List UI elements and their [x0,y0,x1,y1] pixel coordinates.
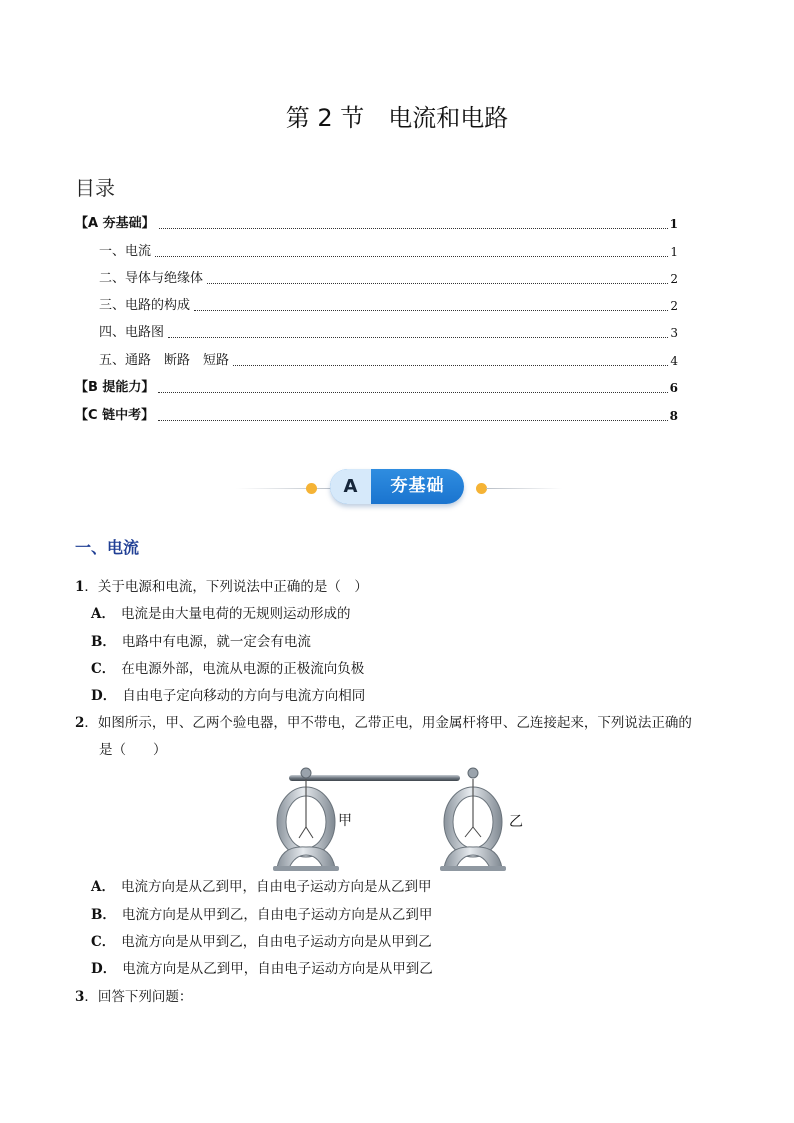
option-letter: C． [91,661,116,677]
banner-letter: A [330,469,371,504]
option-letter: A． [91,606,115,622]
option-text: 电路中有电源，就一定会有电流 [121,634,311,650]
toc-item-label: 四、电路图 [99,325,165,340]
banner-line-left [236,488,334,489]
toc-item-page: 4 [670,354,678,368]
question-1-option-b[interactable] [91,631,311,653]
question-text: ．如图所示，甲、乙两个验电器，甲不带电，乙带正电，用金属杆将甲、乙连接起来，下列说法正确的 [84,715,692,731]
option-text: 电流方向是从乙到甲，自由电子运动方向是从甲到乙 [122,961,433,977]
toc-leader-dots [159,228,668,229]
toc-item-circuit-structure[interactable] [99,294,678,316]
question-number: 2 [75,715,85,731]
toc-item-conductors[interactable] [99,267,678,289]
question-2-continuation: 是（ ） [99,742,167,758]
option-text: 电流方向是从甲到乙，自由电子运动方向是从甲到乙 [121,934,432,950]
toc-item-page: 1 [669,217,678,231]
toc-item-label: 三、电路的构成 [99,298,191,313]
question-2-option-b[interactable] [91,904,432,926]
toc-item-label: 【B 提能力】 [75,380,155,395]
option-text: 在电源外部，电流从电源的正极流向负极 [121,661,365,677]
question-1-option-c[interactable] [91,658,364,680]
electroscope-figure [263,763,528,873]
toc-item-page: 2 [670,299,678,313]
electroscope-label-left: 甲 [338,813,352,829]
toc-item-page: 6 [669,381,678,395]
toc-item-c-exam[interactable] [75,404,678,426]
question-2 [75,712,692,734]
banner-line-right [486,488,562,489]
toc-item-a-foundation[interactable] [75,212,678,234]
toc-item-label: 二、导体与绝缘体 [99,271,204,286]
option-text: 电流方向是从甲到乙，自由电子运动方向是从乙到甲 [121,907,433,923]
option-letter: C． [91,934,116,950]
toc-item-circuit-diagram[interactable] [99,321,678,343]
toc-leader-dots [194,310,668,311]
option-text: 电流方向是从乙到甲，自由电子运动方向是从乙到甲 [120,879,432,895]
toc-item-page: 1 [670,245,678,259]
toc-leader-dots [158,420,668,421]
toc-item-label: 一、电流 [99,244,152,259]
question-1-option-d[interactable] [91,685,365,707]
toc-heading: 目录 [75,176,115,200]
toc-item-circuit-states[interactable] [99,349,678,371]
option-letter: A． [91,879,115,895]
option-letter: B． [91,634,116,650]
electroscope-diagram [263,763,528,873]
toc-item-label: 【A 夯基础】 [75,216,155,231]
question-1-option-a[interactable] [91,603,350,625]
question-2-option-c[interactable] [91,931,432,953]
option-text: 自由电子定向移动的方向与电流方向相同 [122,688,366,704]
question-2-option-d[interactable] [91,958,433,980]
toc-leader-dots [158,392,667,393]
section-banner [228,464,564,510]
question-3 [75,986,192,1008]
electroscope-left [273,768,339,871]
option-letter: D． [91,688,117,704]
toc-item-label: 【C 链中考】 [75,408,155,423]
question-number: 3 [75,989,85,1005]
toc-item-page: 2 [670,272,678,286]
question-1 [75,576,368,598]
question-text: ．回答下列问题： [84,989,193,1005]
toc-item-current[interactable] [99,240,678,262]
option-letter: D． [91,961,117,977]
question-text: ．关于电源和电流，下列说法中正确的是（ ） [84,579,368,595]
electroscope-right [440,768,506,871]
toc-leader-dots [168,337,668,338]
electroscope-label-right: 乙 [509,814,523,830]
banner-pill [330,469,464,504]
toc-item-page: 3 [670,326,678,340]
question-number: 1 [75,579,85,595]
banner-dot-left [306,483,317,494]
question-2-option-a[interactable] [91,876,431,898]
option-text: 电流是由大量电荷的无规则运动形成的 [120,606,351,622]
page-title: 第 2 节 电流和电路 [285,104,509,132]
toc-item-label: 五、通路 断路 短路 [99,353,230,368]
toc-leader-dots [233,365,668,366]
toc-item-b-ability[interactable] [75,376,678,398]
option-letter: B． [91,907,116,923]
toc-leader-dots [155,256,668,257]
toc-item-page: 8 [669,409,678,423]
section-heading: 一、电流 [75,538,140,557]
banner-text: 夯基础 [390,476,445,496]
metal-rod [289,775,460,781]
toc-leader-dots [207,283,668,284]
